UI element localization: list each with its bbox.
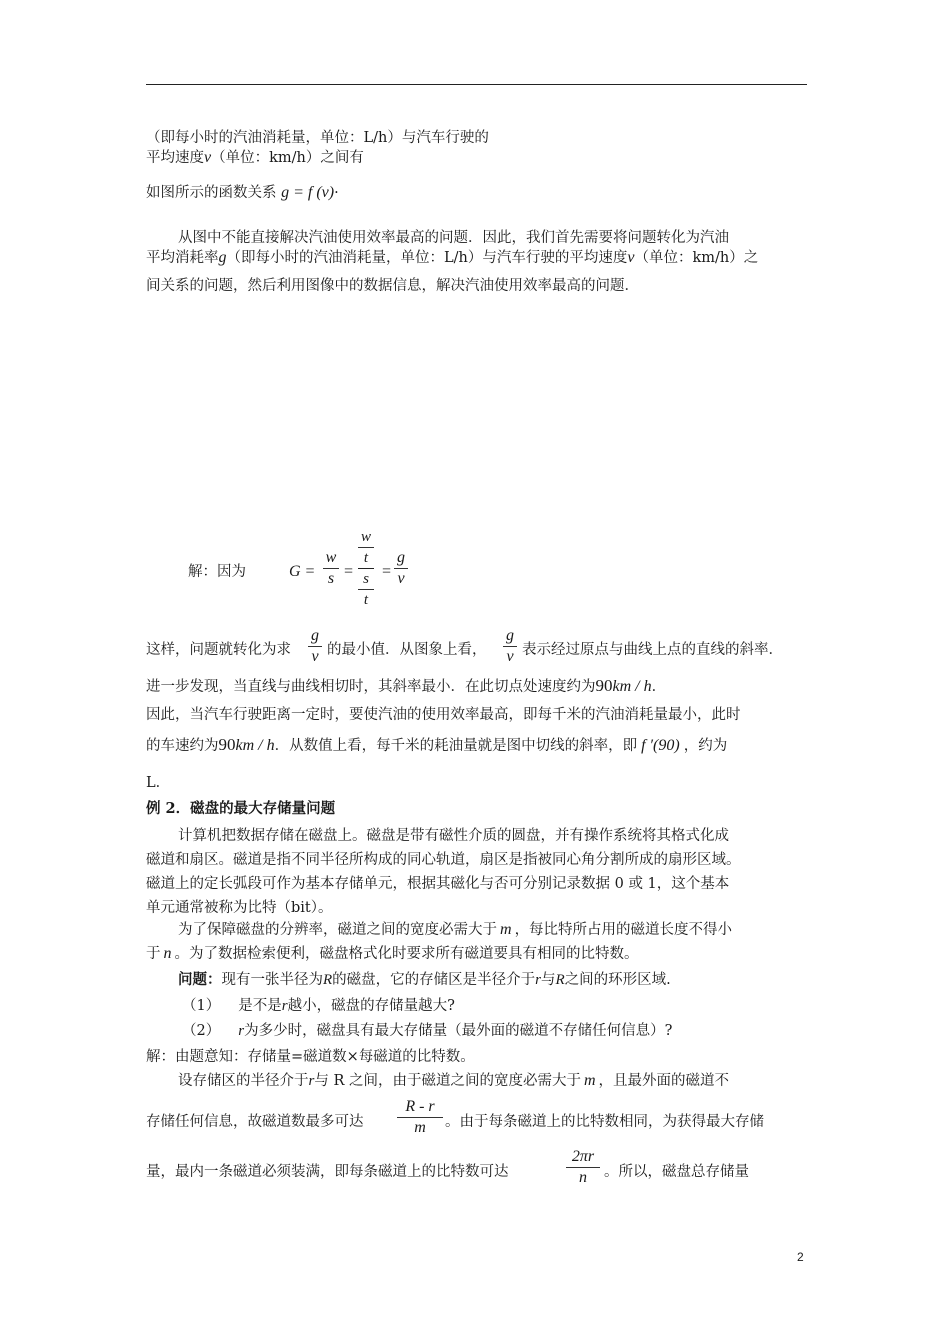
paragraph-line: 这样，问题就转化为求	[146, 642, 291, 658]
fraction-w-s: w s	[323, 549, 339, 588]
math-G: G =	[289, 563, 316, 580]
paragraph-line: 的最小值．从图象上看，	[327, 642, 487, 658]
fraction-g-v: g v	[503, 627, 517, 666]
paragraph-line: L．	[146, 775, 171, 791]
paragraph-line: 单元通常被称为比特（bit）。	[146, 900, 333, 916]
fraction-compound: w t s t	[358, 528, 374, 609]
fraction-tracks: R - r m	[397, 1098, 443, 1137]
paragraph-line: 平均消耗率g（即每小时的汽油消耗量，单位：L/h）与汽车行驶的平均速度v（单位：km/h）之	[146, 249, 759, 266]
fraction-g-v: g v	[308, 627, 322, 666]
paragraph-line: 表示经过原点与曲线上点的直线的斜率．	[522, 642, 783, 658]
solution-line: 。所以，磁盘总存储量	[604, 1164, 749, 1180]
solution-line: 存储任何信息，故磁道数最多可达	[146, 1114, 364, 1130]
solution-line: 设存储区的半径介于r与 R 之间，由于磁道之间的宽度必需大于 m ，且最外面的磁道不	[178, 1072, 730, 1089]
header-rule	[146, 84, 807, 85]
paragraph-line: 为了保障磁盘的分辨率，磁道之间的宽度必需大于 m ，每比特所占用的磁道长度不得小	[178, 921, 733, 938]
problem-item: （1） 是不是r越小，磁盘的存储量越大?	[182, 998, 455, 1014]
paragraph-line: 间关系的问题，然后利用图像中的数据信息，解决汽油使用效率最高的问题．	[146, 278, 639, 294]
paragraph-line: 因此，当汽车行驶距离一定时，要使汽油的使用效率最高，即每千米的汽油消耗量最小，此时	[146, 707, 741, 723]
problem-item: （2） r为多少时，磁盘具有最大存储量（最外面的磁道不存储任何信息）?	[182, 1023, 673, 1039]
paragraph-line: 从图中不能直接解决汽油使用效率最高的问题．因此，我们首先需要将问题转化为汽油	[178, 230, 729, 246]
paragraph-line: 于 n 。为了数据检索便利，磁盘格式化时要求所有磁道要具有相同的比特数。	[146, 945, 639, 962]
solution-line: 量，最内一条磁道必须装满，即每条磁道上的比特数可达	[146, 1164, 509, 1180]
text-line: 如图所示的函数关系 g = f (v)·	[146, 184, 339, 201]
paragraph-line: 磁道上的定长弧段可作为基本存储单元，根据其磁化与否可分别记录数据 0 或 1，这个基本	[146, 876, 730, 892]
solution-line: 解：由题意知：存储量=磁道数×每磁道的比特数。	[146, 1049, 475, 1065]
math-equals: =	[381, 563, 392, 580]
paragraph-line: 进一步发现，当直线与曲线相切时，其斜率最小．在此切点处速度约为90km / h．	[146, 676, 667, 695]
solution-label: 解：因为	[188, 564, 246, 580]
math-equals: =	[343, 563, 354, 580]
solution-line: 。由于每条磁道上的比特数相同，为获得最大存储	[445, 1114, 764, 1130]
fraction-bits: 2πr n	[566, 1148, 600, 1187]
paragraph-line: 计算机把数据存储在磁盘上。磁盘是带有磁性介质的圆盘，并有操作系统将其格式化成	[178, 828, 729, 844]
fraction-g-v: g v	[394, 549, 408, 588]
text-line: （即每小时的汽油消耗量，单位：L/h）与汽车行驶的	[146, 130, 489, 146]
problem-line: 问题：现有一张半径为R的磁盘，它的存储区是半径介于r与R之间的环形区域.	[178, 971, 671, 988]
page-number: 2	[797, 1250, 804, 1264]
math-expression: g = f (v)	[281, 184, 335, 201]
paragraph-line: 的车速约为90km / h．从数值上看，每千米的耗油量就是图中切线的斜率，即 f ′(90) ，约为	[146, 735, 728, 754]
section-title: 例 2．磁盘的最大存储量问题	[146, 800, 336, 817]
text-line: 平均速度v（单位：km/h）之间有	[146, 149, 364, 166]
paragraph-line: 磁道和扇区。磁道是指不同半径所构成的同心轨道，扇区是指被同心角分割所成的扇形区域。	[146, 852, 741, 868]
